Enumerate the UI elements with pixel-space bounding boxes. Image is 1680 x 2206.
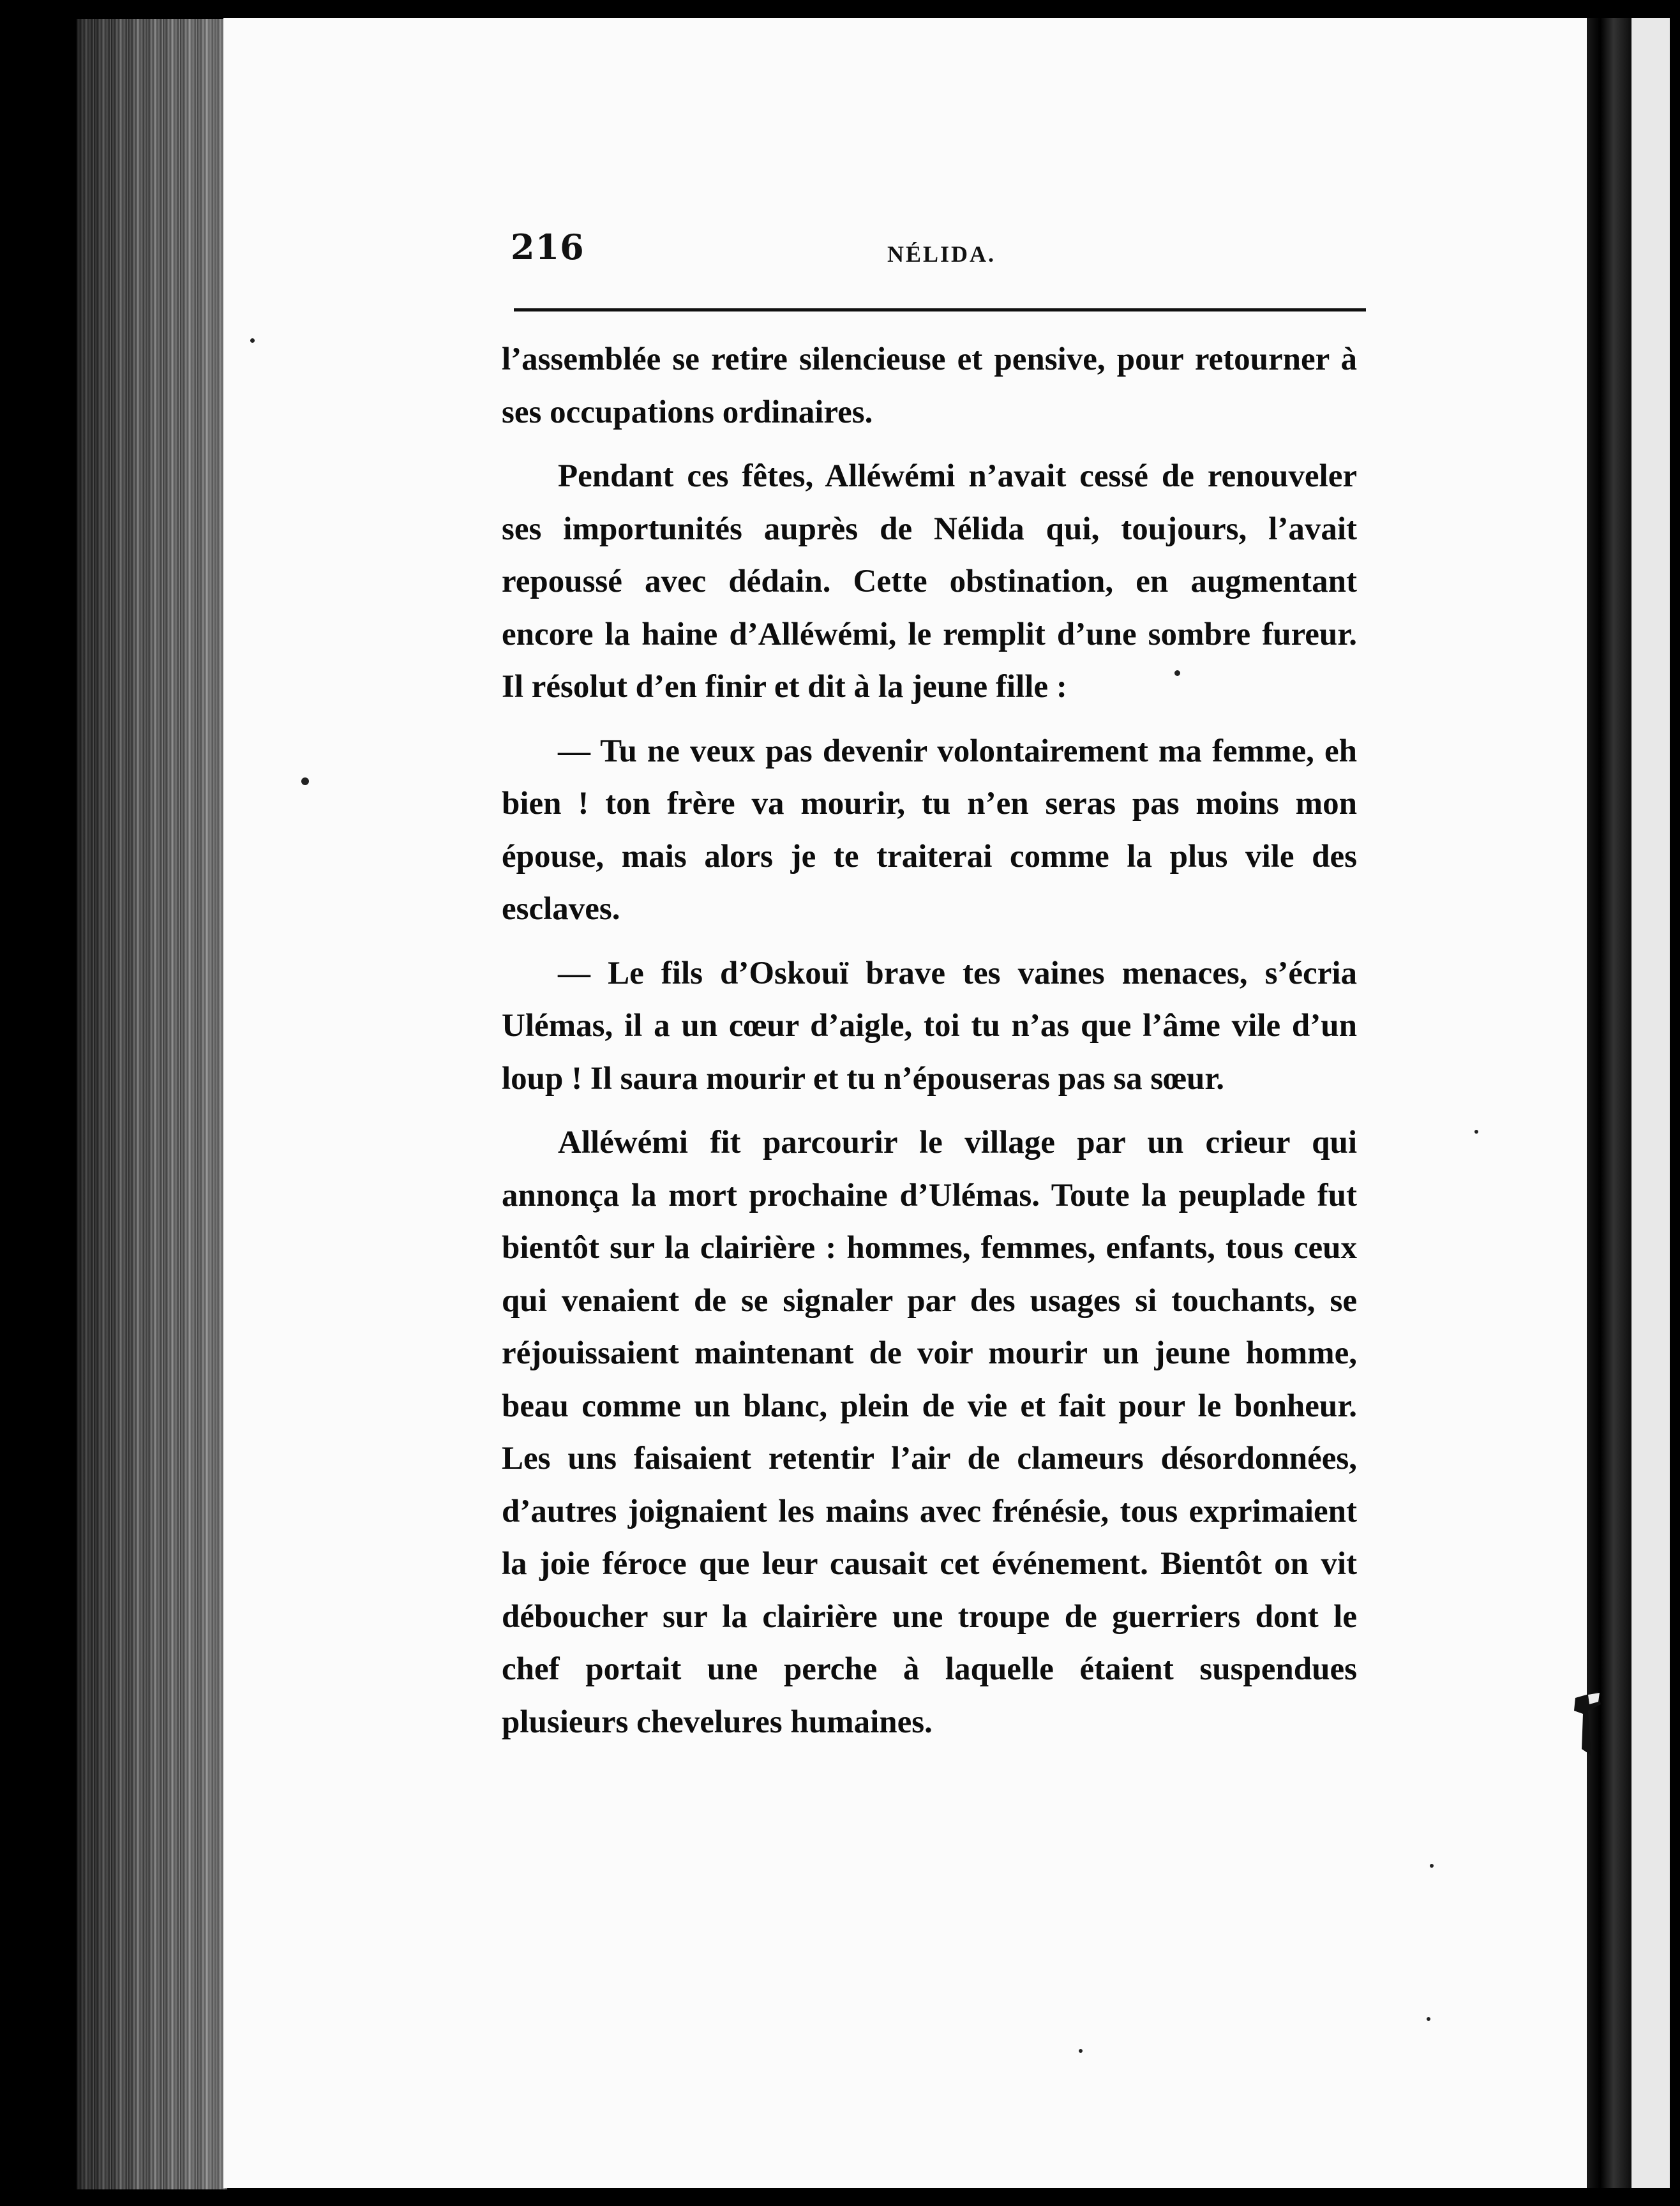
page-header xyxy=(511,227,1366,278)
scan-speck xyxy=(250,338,255,343)
paragraph: Alléwémi fit parcourir le village par un crieur qui annonça la mort prochaine d’Ulémas. Toute la peuplade fut bientôt sur la clairière : hommes, femmes, enfants, tous ceux qui venaient de se signaler par des usages si touchants, se réjouissaient maintenant de voir mourir un jeune homme, beau comme un blanc, plein de vie et fait pour le bonheur. Les uns faisaient retentir l’air de clameurs désordonnées, d’autres joignaient les mains avec frénésie, tous exprimaient la joie féroce que leur causait cet événement. Bientôt on vit déboucher sur la clairière une troupe de guerriers dont le chef portait une perche à laquelle étaient suspendues plusieurs chevelures humaines. xyxy=(502,1125,1357,1740)
scan-speck xyxy=(301,777,309,785)
paragraph: l’assemblée se retire silencieuse et pensive, pour retourner à ses occupations ordinaires. xyxy=(502,341,1357,430)
binding-gutter xyxy=(1587,18,1631,2188)
scan-speck xyxy=(1079,2049,1083,2053)
header-rule xyxy=(514,308,1366,311)
scan-speck xyxy=(1174,670,1180,676)
running-title: NÉLIDA. xyxy=(887,241,996,267)
dialogue-paragraph: — Tu ne veux pas devenir volontairement ma femme, eh bien ! ton frère va mourir, tu n’en seras pas moins mon épouse, mais alors je te traiterai comme la plus vile des esclaves. xyxy=(502,733,1357,927)
fore-edge-shading xyxy=(77,19,227,2189)
scan-speck xyxy=(1430,1864,1434,1868)
paragraph: Pendant ces fêtes, Alléwémi n’avait cessé de renouveler ses importunités auprès de Nélida qui, toujours, l’avait repoussé avec dédain. Cette obstination, en augmentant encore la haine d’Alléwémi, le remplit d’une sombre fureur. Il résolut d’en finir et dit à la jeune fille : xyxy=(502,458,1357,705)
page-number: 216 xyxy=(511,227,585,267)
binding-clip-mark xyxy=(1569,1685,1607,1762)
dialogue-paragraph: — Le fils d’Oskouï brave tes vaines menaces, s’écria Ulémas, il a un cœur d’aigle, toi tu n’as que l’âme vile d’un loup ! Il saura mourir et tu n’épouseras pas sa sœur. xyxy=(502,955,1357,1097)
body-text xyxy=(502,333,1357,1760)
scan-speck xyxy=(1427,2017,1430,2021)
scan-speck xyxy=(1474,1130,1478,1134)
adjacent-page-strip xyxy=(1631,18,1670,2188)
